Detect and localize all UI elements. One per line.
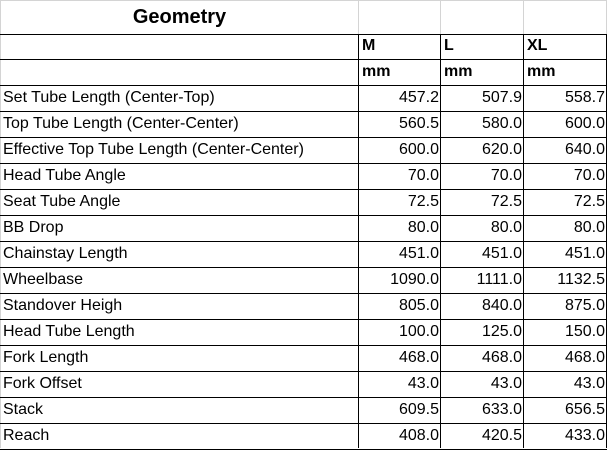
- value-cell[interactable]: 805.0: [398, 297, 439, 314]
- value-cell[interactable]: 468.0: [564, 349, 605, 366]
- unit-cell[interactable]: mm: [527, 63, 556, 80]
- value-cell[interactable]: 408.0: [398, 427, 439, 444]
- row-label[interactable]: Chainstay Length: [3, 245, 128, 262]
- value-cell[interactable]: 600.0: [398, 141, 439, 158]
- row-label[interactable]: Head Tube Angle: [3, 167, 126, 184]
- value-cell[interactable]: 507.9: [481, 89, 522, 106]
- table-row: [0, 397, 607, 423]
- row-label[interactable]: Top Tube Length (Center-Center): [3, 115, 239, 132]
- value-cell[interactable]: 656.5: [564, 401, 605, 418]
- value-cell[interactable]: 80.0: [407, 219, 439, 236]
- empty-cell[interactable]: [0, 34, 359, 59]
- table-row: [0, 137, 607, 163]
- title-row: [0, 0, 607, 34]
- value-cell[interactable]: 609.5: [398, 401, 439, 418]
- value-cell[interactable]: 43.0: [407, 375, 439, 392]
- table-row: [0, 345, 607, 371]
- value-cell[interactable]: 1132.5: [557, 271, 605, 288]
- table-row: [0, 189, 607, 215]
- unit-cell[interactable]: mm: [362, 63, 391, 80]
- value-cell[interactable]: 72.5: [573, 193, 605, 210]
- row-label[interactable]: Head Tube Length: [3, 323, 135, 340]
- table-title[interactable]: Geometry: [132, 6, 227, 28]
- value-cell[interactable]: 43.0: [573, 375, 605, 392]
- table-row: [0, 423, 607, 449]
- value-cell[interactable]: 100.0: [398, 323, 439, 340]
- size-header-m[interactable]: M: [362, 37, 376, 54]
- unit-row: [0, 59, 607, 85]
- row-label[interactable]: Reach: [3, 427, 50, 444]
- row-label[interactable]: Effective Top Tube Length (Center-Center): [3, 141, 304, 158]
- value-cell[interactable]: 1090.0: [390, 271, 439, 288]
- value-cell[interactable]: 840.0: [481, 297, 522, 314]
- size-header-xl[interactable]: XL: [527, 37, 548, 54]
- empty-cell[interactable]: [441, 0, 524, 34]
- value-cell[interactable]: 70.0: [407, 167, 439, 184]
- value-cell[interactable]: 640.0: [564, 141, 605, 158]
- table-row: [0, 111, 607, 137]
- row-label[interactable]: Standover Heigh: [3, 297, 123, 314]
- value-cell[interactable]: 451.0: [398, 245, 439, 262]
- value-cell[interactable]: 150.0: [564, 323, 605, 340]
- value-cell[interactable]: 620.0: [481, 141, 522, 158]
- table-row: [0, 163, 607, 189]
- value-cell[interactable]: 560.5: [398, 115, 439, 132]
- row-label[interactable]: Fork Length: [3, 349, 89, 366]
- value-cell[interactable]: 80.0: [490, 219, 522, 236]
- empty-cell[interactable]: [0, 59, 359, 85]
- value-cell[interactable]: 468.0: [398, 349, 439, 366]
- value-cell[interactable]: 43.0: [490, 375, 522, 392]
- value-cell[interactable]: 600.0: [564, 115, 605, 132]
- table-row: [0, 293, 607, 319]
- value-cell[interactable]: 468.0: [481, 349, 522, 366]
- row-label[interactable]: Wheelbase: [3, 271, 84, 288]
- row-label[interactable]: Set Tube Length (Center-Top): [3, 89, 215, 106]
- value-cell[interactable]: 451.0: [481, 245, 522, 262]
- value-cell[interactable]: 457.2: [398, 89, 439, 106]
- row-label[interactable]: Fork Offset: [3, 375, 82, 392]
- value-cell[interactable]: 433.0: [564, 427, 605, 444]
- value-cell[interactable]: 451.0: [564, 245, 605, 262]
- value-cell[interactable]: 875.0: [564, 297, 605, 314]
- unit-cell[interactable]: mm: [444, 63, 473, 80]
- size-header-l[interactable]: L: [444, 37, 454, 54]
- value-cell[interactable]: 558.7: [564, 89, 605, 106]
- value-cell[interactable]: 72.5: [490, 193, 522, 210]
- table-row: [0, 241, 607, 267]
- value-cell[interactable]: 580.0: [481, 115, 522, 132]
- table-row: [0, 85, 607, 111]
- table-row: [0, 371, 607, 397]
- value-cell[interactable]: 80.0: [573, 219, 605, 236]
- empty-cell[interactable]: [359, 0, 441, 34]
- value-cell[interactable]: 420.5: [481, 427, 522, 444]
- value-cell[interactable]: 633.0: [481, 401, 522, 418]
- value-cell[interactable]: 70.0: [573, 167, 605, 184]
- size-header-row: [0, 34, 607, 59]
- row-label[interactable]: Stack: [3, 401, 44, 418]
- row-label[interactable]: BB Drop: [3, 219, 64, 236]
- table-row: [0, 215, 607, 241]
- table-row: [0, 267, 607, 293]
- empty-cell[interactable]: [524, 0, 607, 34]
- value-cell[interactable]: 125.0: [481, 323, 522, 340]
- value-cell[interactable]: 72.5: [407, 193, 439, 210]
- value-cell[interactable]: 70.0: [490, 167, 522, 184]
- row-label[interactable]: Seat Tube Angle: [3, 193, 121, 210]
- value-cell[interactable]: 1111.0: [476, 271, 522, 288]
- table-row: [0, 319, 607, 345]
